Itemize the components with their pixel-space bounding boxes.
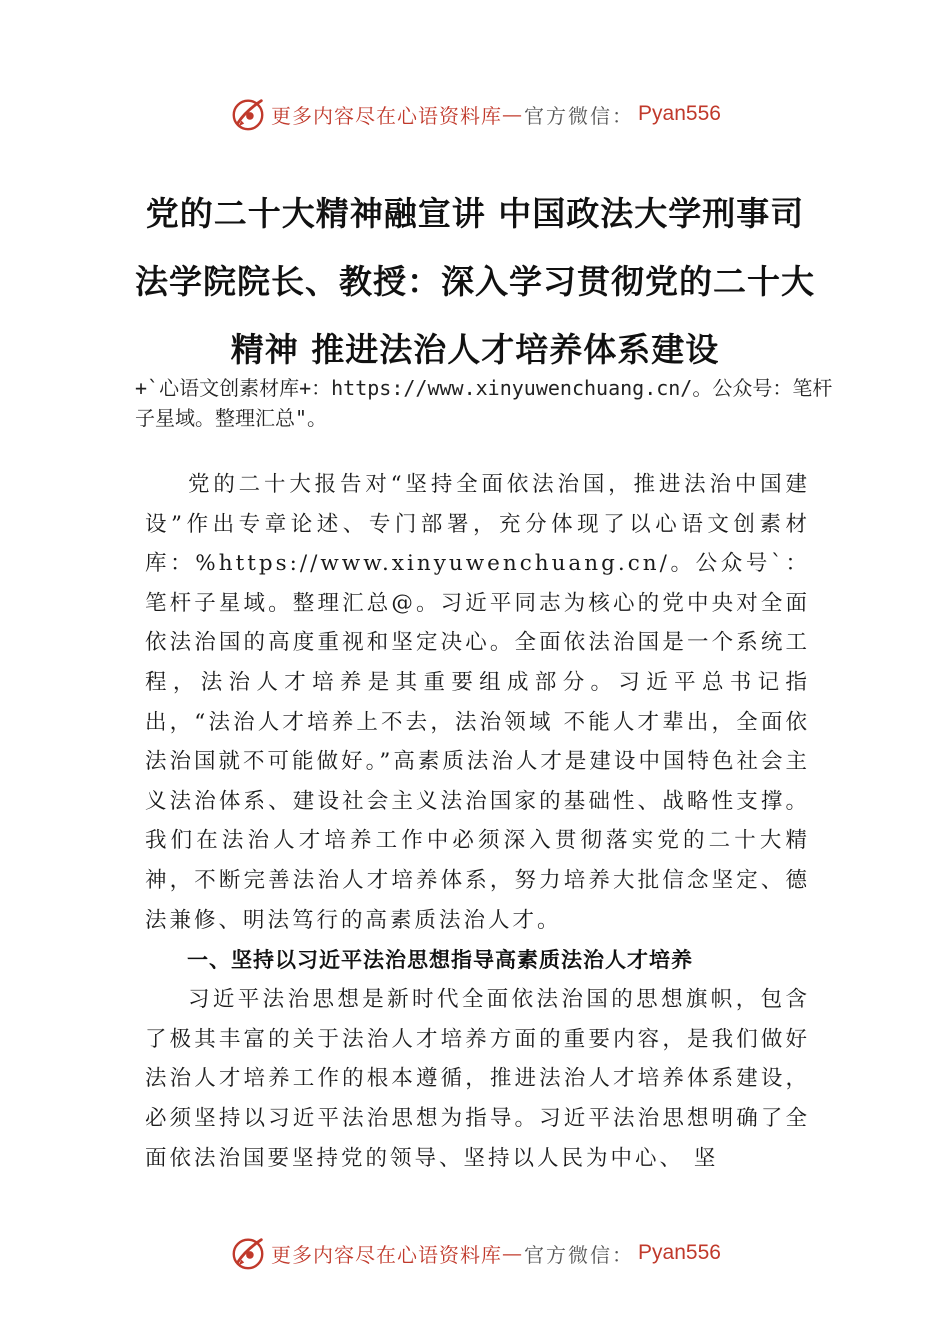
- footer-watermark-banner: [0, 1231, 950, 1275]
- banner-wechat-id: Pyan556: [638, 102, 721, 125]
- logo-pen-seal-icon: [229, 95, 267, 133]
- banner-label: 官方微信：: [524, 103, 635, 128]
- section-heading: 一、坚持以习近平法治思想指导高素质法治人才培养: [187, 948, 693, 973]
- logo-pen-seal-icon: [229, 1234, 267, 1272]
- banner-separator: —: [502, 102, 523, 126]
- banner-text: 更多内容尽在心语资料库: [271, 103, 503, 128]
- document-body: [145, 465, 810, 1178]
- document-title: 党的二十大精神融宣讲 中国政法大学刑事司法学院院长、教授：深入学习贯彻党的二十大精神 推进法治人才培养体系建设: [135, 194, 815, 369]
- section-paragraph: 习近平法治思想是新时代全面依法治国的思想旗帜，包含了极其丰富的关于法治人才培养方面的重要内容，是我们做好法治人才培养工作的根本遵循，推进法治人才培养体系建设，必须坚持以习近平法治思想为指导。习近平法治思想明确了全面依法治国要坚持党的领导、坚持以人民为中心、 坚: [145, 987, 810, 1171]
- banner-text: 更多内容尽在心语资料库: [271, 1242, 503, 1267]
- banner-label: 官方微信：: [524, 1242, 635, 1267]
- source-note: +`心语文创素材库+：https://www.xinyuwenchuang.cn/。公众号：笔杆子星域。整理汇总"。: [135, 376, 833, 430]
- banner-wechat-id: Pyan556: [638, 1241, 721, 1264]
- body-paragraph: 党的二十大报告对“坚持全面依法治国，推进法治中国建设”作出专章论述、专门部署，充分体现了以心语文创素材库：%https://www.xinyuwenchuang.cn/。公众号`：笔杆子星域。整理汇总@。习近平同志为核心的党中央对全面依法治国的高度重视和坚定决心。全面依法治国是一个系统工程，法治人才培养是其重要组成部分。习近平总书记指出，“法治人才培养上不去，法治领域 不能人才辈出，全面依法治国就不可能做好。”高素质法治人才是建设中国特色社会主义法治体系、建设社会主义法治国家的基础性、战略性支撑。我们在法治人才培养工作中必须深入贯彻落实党的二十大精神，不断完善法治人才培养体系，努力培养大批信念坚定、德法兼修、明法笃行的高素质法治人才。: [145, 472, 810, 933]
- banner-separator: —: [502, 1241, 523, 1265]
- header-watermark-banner: [0, 92, 950, 136]
